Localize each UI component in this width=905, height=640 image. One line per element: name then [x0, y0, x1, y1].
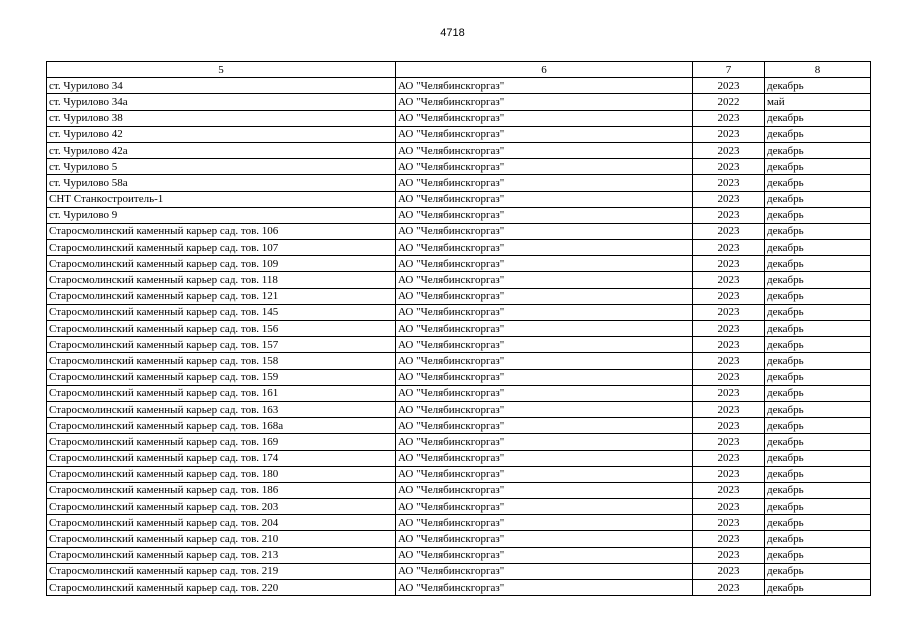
- cell-month: декабрь: [765, 272, 871, 288]
- table-row: [47, 482, 871, 498]
- table-row: [47, 142, 871, 158]
- cell-organization: АО "Челябинскгоргаз": [396, 321, 693, 337]
- cell-address: Старосмолинский каменный карьер сад. тов. 118: [47, 272, 396, 288]
- table-row: [47, 450, 871, 466]
- table-row: [47, 288, 871, 304]
- cell-address: Старосмолинский каменный карьер сад. тов. 180: [47, 466, 396, 482]
- cell-year: 2023: [693, 580, 765, 596]
- table-row: [47, 240, 871, 256]
- cell-organization: АО "Челябинскгоргаз": [396, 142, 693, 158]
- table-row: [47, 369, 871, 385]
- cell-address: Старосмолинский каменный карьер сад. тов. 186: [47, 482, 396, 498]
- table-row: [47, 385, 871, 401]
- cell-month: декабрь: [765, 450, 871, 466]
- cell-address: ст. Чурилово 34: [47, 78, 396, 94]
- cell-year: 2023: [693, 240, 765, 256]
- cell-month: декабрь: [765, 515, 871, 531]
- cell-organization: АО "Челябинскгоргаз": [396, 288, 693, 304]
- cell-organization: АО "Челябинскгоргаз": [396, 223, 693, 239]
- cell-year: 2023: [693, 110, 765, 126]
- cell-year: 2023: [693, 191, 765, 207]
- cell-year: 2023: [693, 401, 765, 417]
- cell-address: Старосмолинский каменный карьер сад. тов. 145: [47, 304, 396, 320]
- cell-year: 2023: [693, 385, 765, 401]
- cell-year: 2023: [693, 142, 765, 158]
- cell-month: декабрь: [765, 547, 871, 563]
- cell-month: декабрь: [765, 256, 871, 272]
- table-row: [47, 223, 871, 239]
- table-row: [47, 580, 871, 596]
- cell-month: декабрь: [765, 110, 871, 126]
- cell-month: декабрь: [765, 126, 871, 142]
- cell-address: Старосмолинский каменный карьер сад. тов. 213: [47, 547, 396, 563]
- cell-address: ст. Чурилово 34а: [47, 94, 396, 110]
- cell-month: декабрь: [765, 401, 871, 417]
- cell-year: 2023: [693, 499, 765, 515]
- cell-year: 2023: [693, 418, 765, 434]
- cell-organization: АО "Челябинскгоргаз": [396, 531, 693, 547]
- table-row: [47, 110, 871, 126]
- cell-organization: АО "Челябинскгоргаз": [396, 369, 693, 385]
- cell-address: Старосмолинский каменный карьер сад. тов. 157: [47, 337, 396, 353]
- cell-month: декабрь: [765, 191, 871, 207]
- cell-organization: АО "Челябинскгоргаз": [396, 434, 693, 450]
- cell-organization: АО "Челябинскгоргаз": [396, 580, 693, 596]
- table-row: [47, 531, 871, 547]
- cell-address: Старосмолинский каменный карьер сад. тов. 159: [47, 369, 396, 385]
- cell-address: Старосмолинский каменный карьер сад. тов. 107: [47, 240, 396, 256]
- cell-month: декабрь: [765, 434, 871, 450]
- table-row: [47, 418, 871, 434]
- cell-year: 2023: [693, 466, 765, 482]
- cell-address: ст. Чурилово 58а: [47, 175, 396, 191]
- cell-year: 2023: [693, 272, 765, 288]
- cell-month: декабрь: [765, 78, 871, 94]
- cell-month: декабрь: [765, 240, 871, 256]
- table-header: [47, 62, 871, 78]
- cell-month: декабрь: [765, 304, 871, 320]
- cell-organization: АО "Челябинскгоргаз": [396, 563, 693, 579]
- table-row: [47, 159, 871, 175]
- cell-address: ст. Чурилово 38: [47, 110, 396, 126]
- cell-year: 2023: [693, 369, 765, 385]
- cell-address: Старосмолинский каменный карьер сад. тов. 168а: [47, 418, 396, 434]
- cell-organization: АО "Челябинскгоргаз": [396, 385, 693, 401]
- cell-year: 2023: [693, 207, 765, 223]
- table-row: [47, 191, 871, 207]
- cell-month: декабрь: [765, 207, 871, 223]
- cell-organization: АО "Челябинскгоргаз": [396, 94, 693, 110]
- cell-organization: АО "Челябинскгоргаз": [396, 547, 693, 563]
- cell-organization: АО "Челябинскгоргаз": [396, 418, 693, 434]
- cell-year: 2023: [693, 482, 765, 498]
- table-row: [47, 256, 871, 272]
- cell-address: Старосмолинский каменный карьер сад. тов. 106: [47, 223, 396, 239]
- cell-year: 2023: [693, 256, 765, 272]
- cell-year: 2023: [693, 531, 765, 547]
- table-body: [47, 78, 871, 596]
- cell-month: декабрь: [765, 175, 871, 191]
- cell-address: Старосмолинский каменный карьер сад. тов. 203: [47, 499, 396, 515]
- cell-year: 2023: [693, 223, 765, 239]
- table-row: [47, 466, 871, 482]
- table-row: [47, 499, 871, 515]
- cell-month: декабрь: [765, 385, 871, 401]
- cell-month: декабрь: [765, 337, 871, 353]
- table-row: [47, 126, 871, 142]
- cell-address: ст. Чурилово 42а: [47, 142, 396, 158]
- cell-year: 2023: [693, 288, 765, 304]
- cell-organization: АО "Челябинскгоргаз": [396, 110, 693, 126]
- cell-organization: АО "Челябинскгоргаз": [396, 256, 693, 272]
- cell-address: Старосмолинский каменный карьер сад. тов. 169: [47, 434, 396, 450]
- cell-address: Старосмолинский каменный карьер сад. тов. 204: [47, 515, 396, 531]
- cell-address: Старосмолинский каменный карьер сад. тов. 219: [47, 563, 396, 579]
- cell-year: 2023: [693, 353, 765, 369]
- cell-year: 2023: [693, 304, 765, 320]
- table-row: [47, 94, 871, 110]
- cell-address: ст. Чурилово 42: [47, 126, 396, 142]
- cell-month: декабрь: [765, 369, 871, 385]
- cell-year: 2023: [693, 563, 765, 579]
- cell-address: Старосмолинский каменный карьер сад. тов. 220: [47, 580, 396, 596]
- cell-year: 2023: [693, 515, 765, 531]
- data-table: [46, 61, 871, 596]
- cell-organization: АО "Челябинскгоргаз": [396, 175, 693, 191]
- cell-organization: АО "Челябинскгоргаз": [396, 515, 693, 531]
- cell-organization: АО "Челябинскгоргаз": [396, 466, 693, 482]
- cell-organization: АО "Челябинскгоргаз": [396, 207, 693, 223]
- cell-address: Старосмолинский каменный карьер сад. тов. 158: [47, 353, 396, 369]
- cell-organization: АО "Челябинскгоргаз": [396, 240, 693, 256]
- header-row: [47, 62, 871, 78]
- cell-organization: АО "Челябинскгоргаз": [396, 159, 693, 175]
- cell-month: декабрь: [765, 418, 871, 434]
- column-header-6: 6: [396, 62, 693, 78]
- cell-year: 2022: [693, 94, 765, 110]
- cell-organization: АО "Челябинскгоргаз": [396, 353, 693, 369]
- cell-address: Старосмолинский каменный карьер сад. тов. 156: [47, 321, 396, 337]
- cell-month: декабрь: [765, 288, 871, 304]
- cell-organization: АО "Челябинскгоргаз": [396, 272, 693, 288]
- cell-year: 2023: [693, 337, 765, 353]
- cell-month: декабрь: [765, 353, 871, 369]
- table-row: [47, 304, 871, 320]
- table-row: [47, 207, 871, 223]
- cell-month: декабрь: [765, 142, 871, 158]
- cell-month: декабрь: [765, 159, 871, 175]
- table-row: [47, 401, 871, 417]
- column-header-8: 8: [765, 62, 871, 78]
- cell-organization: АО "Челябинскгоргаз": [396, 191, 693, 207]
- cell-address: Старосмолинский каменный карьер сад. тов. 174: [47, 450, 396, 466]
- cell-organization: АО "Челябинскгоргаз": [396, 450, 693, 466]
- table-row: [47, 337, 871, 353]
- cell-month: декабрь: [765, 482, 871, 498]
- table-row: [47, 563, 871, 579]
- cell-month: декабрь: [765, 531, 871, 547]
- column-header-7: 7: [693, 62, 765, 78]
- table-row: [47, 175, 871, 191]
- cell-year: 2023: [693, 434, 765, 450]
- cell-address: Старосмолинский каменный карьер сад. тов. 109: [47, 256, 396, 272]
- cell-address: Старосмолинский каменный карьер сад. тов. 210: [47, 531, 396, 547]
- cell-month: декабрь: [765, 321, 871, 337]
- table-row: [47, 434, 871, 450]
- cell-year: 2023: [693, 175, 765, 191]
- cell-address: Старосмолинский каменный карьер сад. тов. 121: [47, 288, 396, 304]
- cell-organization: АО "Челябинскгоргаз": [396, 482, 693, 498]
- cell-month: декабрь: [765, 223, 871, 239]
- cell-year: 2023: [693, 159, 765, 175]
- cell-address: ст. Чурилово 9: [47, 207, 396, 223]
- cell-month: май: [765, 94, 871, 110]
- cell-organization: АО "Челябинскгоргаз": [396, 499, 693, 515]
- cell-year: 2023: [693, 450, 765, 466]
- table-row: [47, 78, 871, 94]
- table-row: [47, 515, 871, 531]
- cell-organization: АО "Челябинскгоргаз": [396, 337, 693, 353]
- cell-year: 2023: [693, 321, 765, 337]
- cell-address: ст. Чурилово 5: [47, 159, 396, 175]
- table-row: [47, 272, 871, 288]
- cell-year: 2023: [693, 547, 765, 563]
- cell-address: Старосмолинский каменный карьер сад. тов. 163: [47, 401, 396, 417]
- table-row: [47, 547, 871, 563]
- cell-month: декабрь: [765, 563, 871, 579]
- cell-address: СНТ Станкостроитель-1: [47, 191, 396, 207]
- cell-month: декабрь: [765, 580, 871, 596]
- cell-organization: АО "Челябинскгоргаз": [396, 304, 693, 320]
- table-row: [47, 321, 871, 337]
- cell-organization: АО "Челябинскгоргаз": [396, 78, 693, 94]
- cell-month: декабрь: [765, 466, 871, 482]
- page-number: 4718: [440, 27, 465, 39]
- cell-organization: АО "Челябинскгоргаз": [396, 126, 693, 142]
- cell-year: 2023: [693, 78, 765, 94]
- cell-month: декабрь: [765, 499, 871, 515]
- cell-address: Старосмолинский каменный карьер сад. тов. 161: [47, 385, 396, 401]
- column-header-5: 5: [47, 62, 396, 78]
- cell-organization: АО "Челябинскгоргаз": [396, 401, 693, 417]
- cell-year: 2023: [693, 126, 765, 142]
- table-row: [47, 353, 871, 369]
